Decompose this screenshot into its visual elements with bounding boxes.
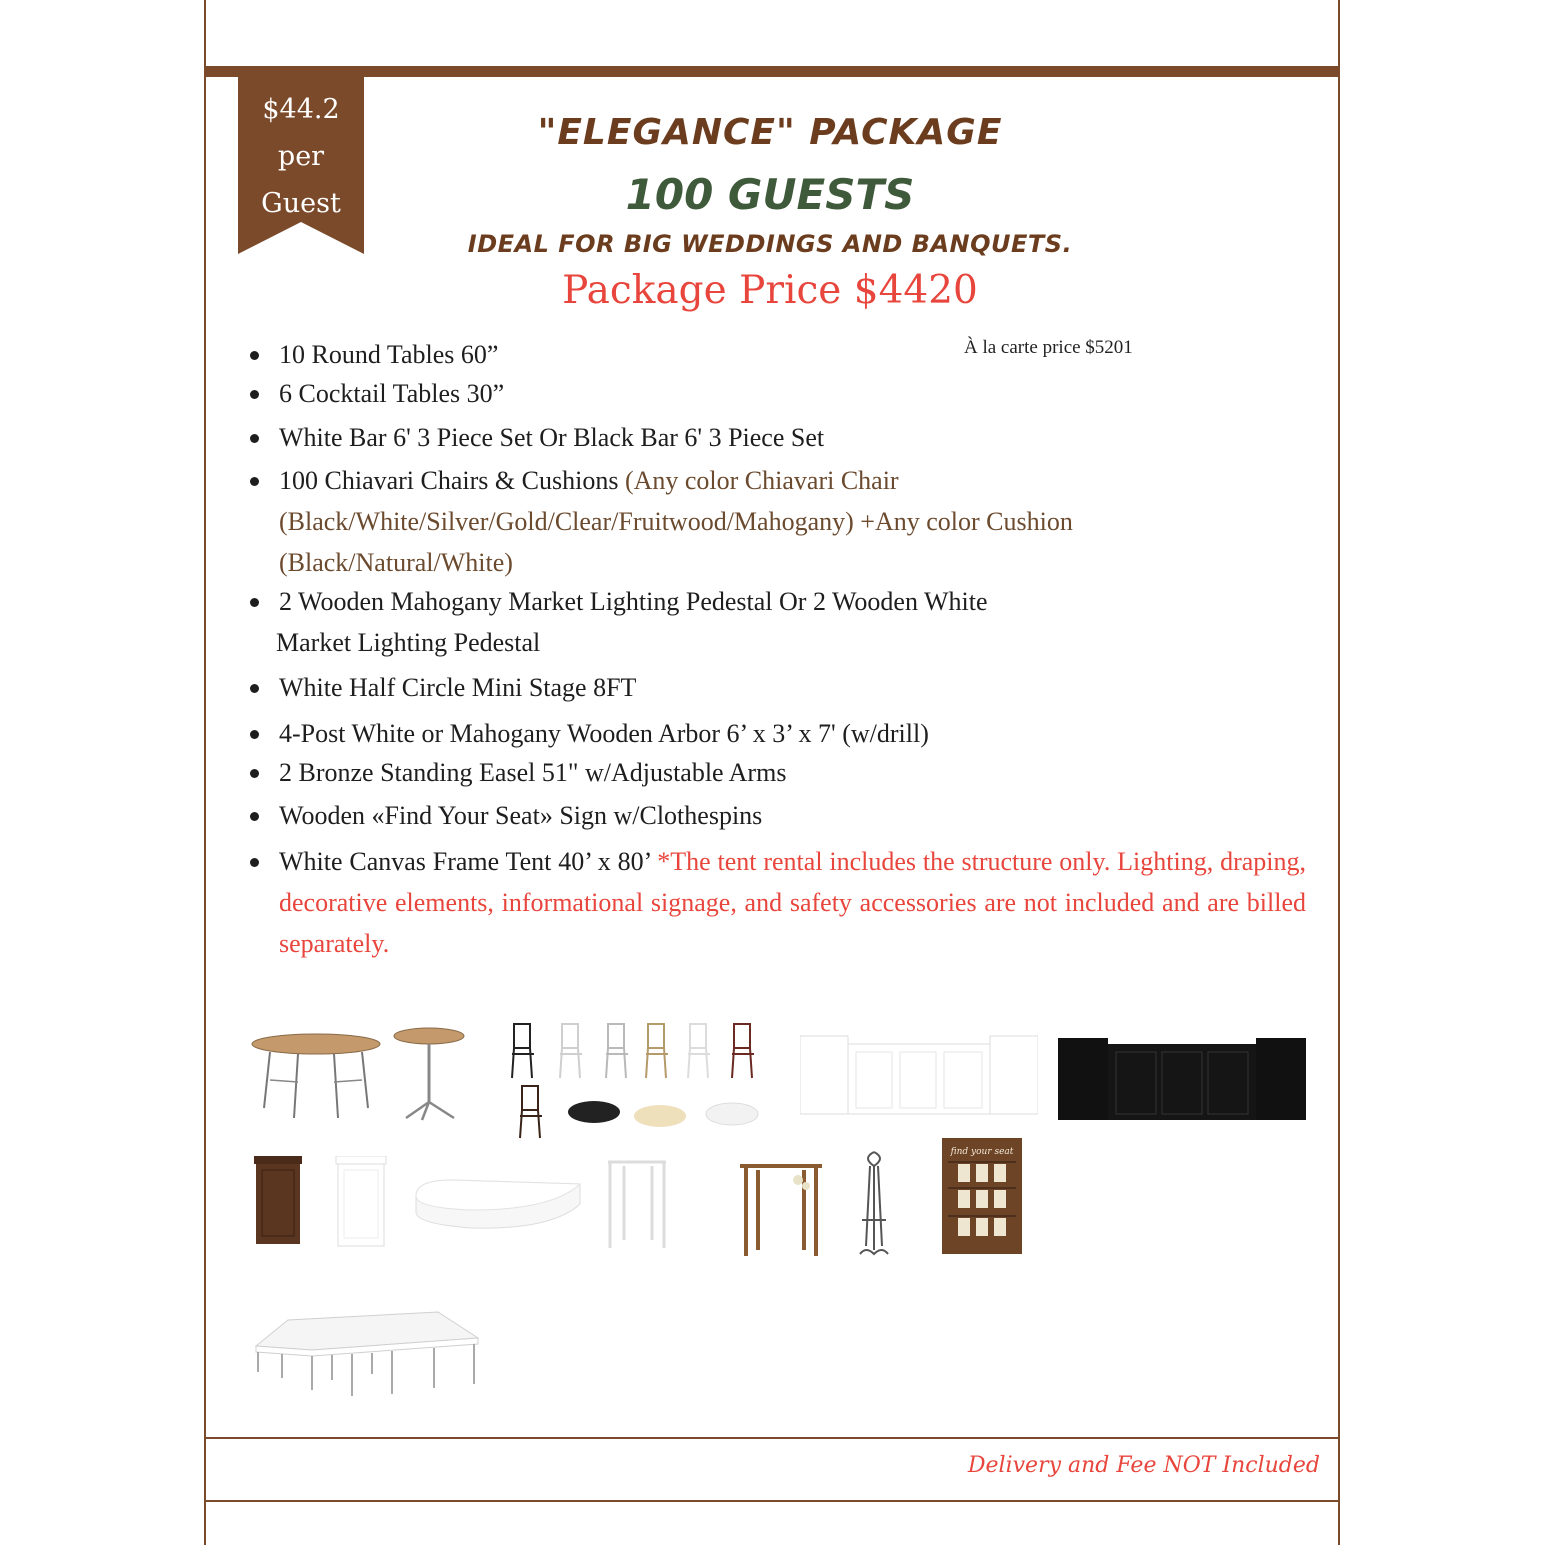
item-note: *The tent rental includes the structure only. Lighting, draping, decorative elements, informational signage, and safety accessories are not included and are billed separately. [279, 847, 1307, 958]
item-note: (Any color Chiavari Chair (Black/White/Silver/Gold/Clear/Fruitwood/Mahogany) +Any color Cushion (Black/Natural/White) [279, 466, 1073, 577]
white-arbor-image [600, 1156, 674, 1252]
footer-divider-bottom [206, 1500, 1338, 1502]
list-item [248, 417, 1306, 458]
list-item [248, 581, 1306, 663]
white-pedestal-image [334, 1156, 388, 1250]
chiavari-chairs-image [508, 1020, 770, 1142]
ribbon-price: $44.2 [262, 94, 340, 125]
frame-tent-image [252, 1308, 480, 1408]
item-text: White Half Circle Mini Stage 8FT [279, 673, 637, 702]
list-item [248, 334, 1306, 375]
item-text: White Bar 6' 3 Piece Set Or Black Bar 6' 3 Piece Set [279, 423, 825, 452]
item-text-continued: Market Lighting Pedestal [276, 628, 541, 657]
white-bar-image [800, 1034, 1038, 1116]
a-la-carte-price: À la carte price $5201 [964, 337, 1133, 358]
black-bar-image [1058, 1036, 1306, 1122]
mahogany-pedestal-image [252, 1156, 304, 1248]
mahogany-arbor-image [738, 1160, 824, 1258]
list-item [248, 841, 1306, 964]
package-price: Package Price $4420 [562, 268, 978, 313]
right-border [1338, 0, 1340, 1545]
cocktail-table-image [392, 1026, 466, 1122]
list-item [248, 373, 1306, 414]
item-text: Wooden «Find Your Seat» Sign w/Clothespins [279, 801, 763, 830]
item-text: 4-Post White or Mahogany Wooden Arbor 6’ x 3’ x 7' (w/drill) [279, 719, 929, 748]
bronze-easel-image [856, 1150, 892, 1262]
item-text: 2 Wooden Mahogany Market Lighting Pedestal Or 2 Wooden White [279, 587, 988, 616]
left-border [204, 0, 206, 1545]
item-text: 100 Chiavari Chairs & Cushions [279, 466, 625, 495]
ribbon-per: per [277, 141, 325, 172]
bullet-icon [250, 390, 259, 399]
bullet-icon [250, 598, 259, 607]
bullet-icon [250, 684, 259, 693]
package-title: "ELEGANCE" PACKAGE [537, 112, 1003, 153]
package-items-list [248, 334, 1306, 964]
item-text: 10 Round Tables 60” [279, 340, 499, 369]
bullet-icon [250, 477, 259, 486]
price-per-guest [238, 86, 364, 227]
bullet-icon [250, 812, 259, 821]
bullet-icon [250, 769, 259, 778]
top-brown-bar [206, 66, 1338, 77]
list-item [248, 713, 1306, 754]
bullet-icon [250, 858, 259, 867]
item-text: White Canvas Frame Tent 40’ x 80’ [279, 847, 658, 876]
find-your-seat-sign-image [942, 1138, 1022, 1254]
list-item [248, 667, 1306, 708]
list-item [248, 795, 1306, 836]
bullet-icon [250, 434, 259, 443]
footer-divider-top [206, 1437, 1338, 1439]
ribbon-guest: Guest [261, 188, 341, 219]
sign-title: find your seat [950, 1147, 1014, 1157]
bullet-icon [250, 730, 259, 739]
item-text: 6 Cocktail Tables 30” [279, 379, 505, 408]
bullet-icon [250, 351, 259, 360]
item-text: 2 Bronze Standing Easel 51" w/Adjustable Arms [279, 758, 787, 787]
half-circle-stage-image [412, 1176, 584, 1234]
package-tagline: IDEAL FOR BIG WEDDINGS AND BANQUETS. [467, 230, 1073, 258]
list-item [248, 752, 1306, 793]
guest-count: 100 GUESTS [625, 170, 915, 219]
delivery-note: Delivery and Fee NOT Included [967, 1453, 1320, 1478]
list-item [248, 460, 1306, 583]
round-table-image [250, 1030, 382, 1120]
